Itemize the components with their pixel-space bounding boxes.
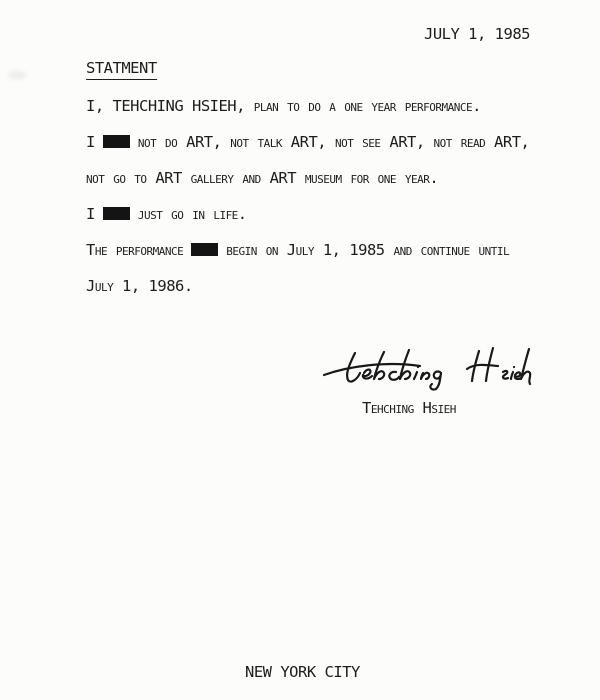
body-line-2 bbox=[86, 124, 529, 160]
signature-handwriting bbox=[321, 340, 533, 396]
redaction-box bbox=[103, 135, 130, 148]
line-3-text: not go to ART gallery and ART museum for one year. bbox=[86, 169, 439, 187]
line-5-text-before: The performance bbox=[86, 241, 184, 259]
body-line-1 bbox=[86, 88, 529, 124]
signature-typed-name: Tehching Hsieh bbox=[362, 399, 456, 417]
body-line-4 bbox=[86, 196, 529, 232]
body-line-5 bbox=[86, 232, 529, 268]
statement-title: STATMENT bbox=[86, 59, 157, 80]
line-4-text-before: I bbox=[86, 205, 95, 223]
line-5-text-after: begin on July 1, 1985 and continue until bbox=[226, 241, 510, 259]
body-line-3 bbox=[86, 160, 529, 196]
line-2-text-after: not do ART, not talk ART, not see ART, not read ART, bbox=[137, 133, 530, 151]
line-2-text-before: I bbox=[86, 133, 95, 151]
body-line-6 bbox=[86, 268, 529, 304]
line-1-text: I, TEHCHING HSIEH, plan to do a one year performance. bbox=[86, 97, 481, 115]
redaction-box bbox=[191, 243, 218, 256]
city-footer: NEW YORK CITY bbox=[245, 663, 360, 681]
redaction-box bbox=[103, 207, 130, 220]
line-6-text: July 1, 1986. bbox=[86, 277, 193, 295]
line-4-text-after: just go in life. bbox=[137, 205, 247, 223]
paper-smudge bbox=[8, 71, 26, 79]
statement-body bbox=[86, 88, 529, 304]
document-date: JULY 1, 1985 bbox=[424, 25, 530, 43]
